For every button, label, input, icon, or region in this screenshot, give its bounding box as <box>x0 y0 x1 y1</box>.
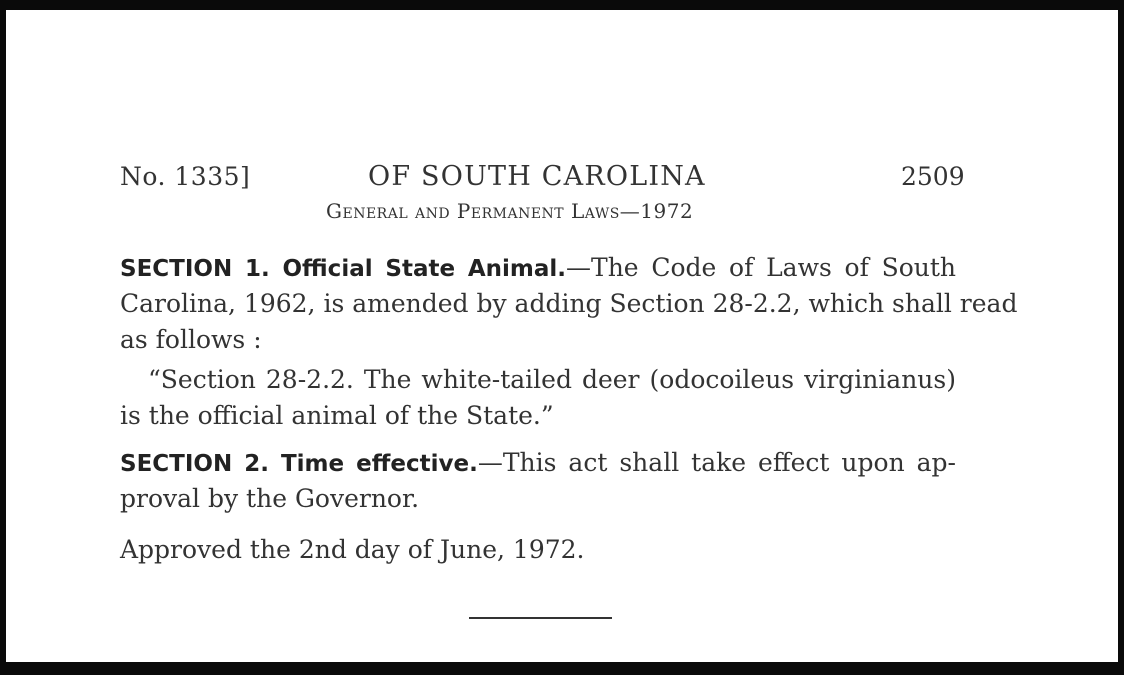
section-2-line-1 <box>120 450 956 476</box>
page-running-title: OF SOUTH CAROLINA <box>368 161 706 192</box>
scan-border-bottom <box>0 662 1124 675</box>
section-2-line-2: proval by the Governor. <box>120 484 420 513</box>
section-1-quote-line-2: is the official animal of the State.” <box>120 401 554 430</box>
section-1-line-3: as follows : <box>120 325 262 354</box>
end-rule <box>469 617 612 619</box>
page-number: 2509 <box>901 162 965 191</box>
section-1-title: Official State Animal. <box>282 256 567 282</box>
scan-border-right <box>1118 0 1124 675</box>
section-2-title: Time effective. <box>280 451 478 477</box>
section-2-label: SECTION 2. <box>120 451 269 477</box>
approval-line: Approved the 2nd day of June, 1972. <box>120 535 585 564</box>
scan-border-top <box>0 0 1124 10</box>
section-1-quote-line-1: “Section 28-2.2. The white-tailed deer (odocoileus virginianus) <box>148 365 956 394</box>
document-page <box>6 10 1118 662</box>
page-act-number: No. 1335] <box>120 162 251 191</box>
section-1-line-1 <box>120 255 956 281</box>
section-1-text-1: —The Code of Laws of South <box>566 253 956 282</box>
section-2-text-1: —This act shall take effect upon ap- <box>477 448 957 477</box>
page-subtitle: General and Permanent Laws—1972 <box>326 199 694 223</box>
section-1-label: SECTION 1. <box>120 256 270 282</box>
section-1-line-2: Carolina, 1962, is amended by adding Section 28-2.2, which shall read <box>120 289 1018 318</box>
